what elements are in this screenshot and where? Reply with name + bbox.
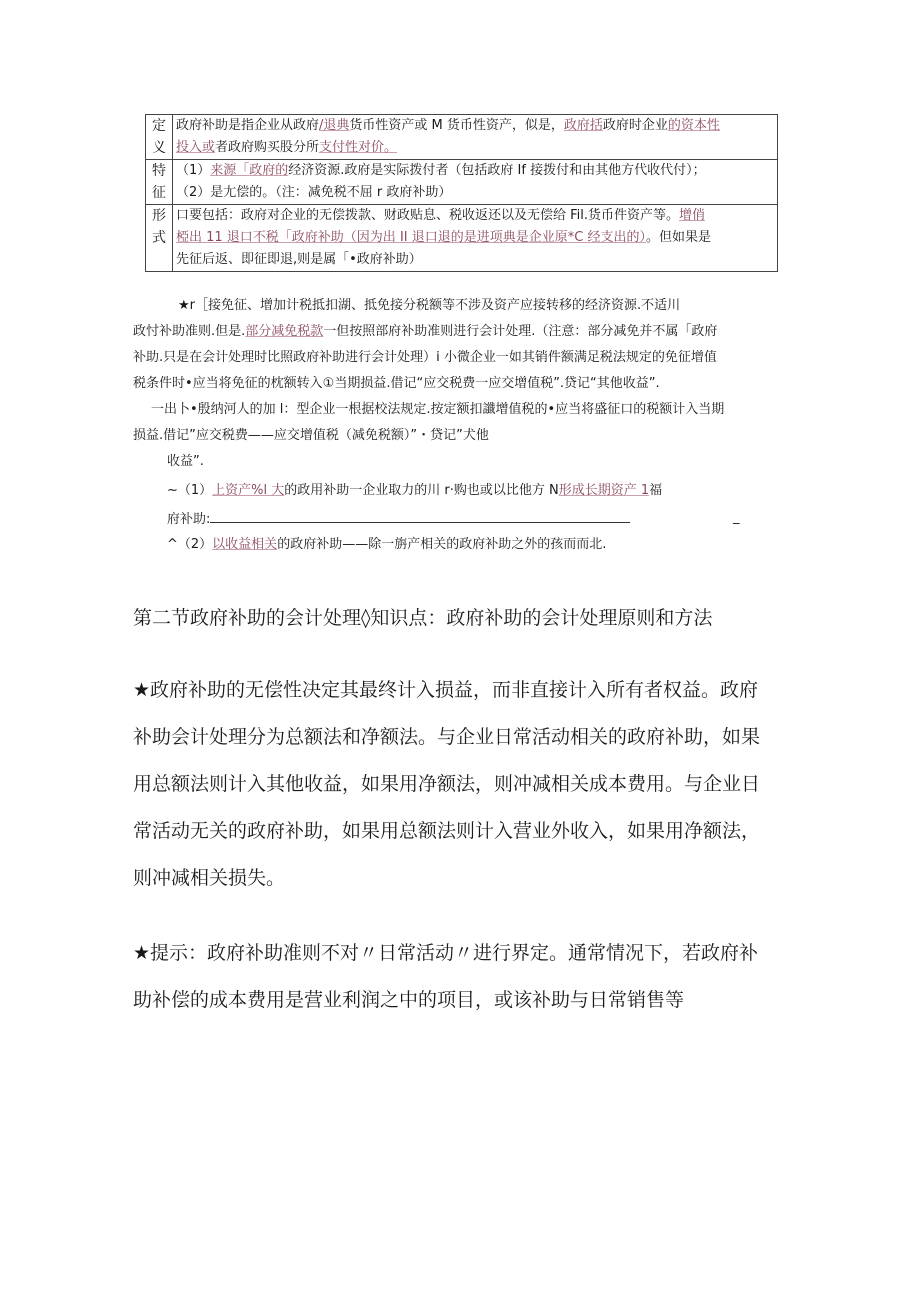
highlight-run: 增俏 xyxy=(679,208,706,223)
note-line: 补助.只是在会计处理时比照政府补助进行会计处理）i 小微企业一如其销件额满足税法规定的免征增值 xyxy=(133,350,717,365)
text-run: 者政府购买股分所 xyxy=(215,140,320,155)
paragraph-tip xyxy=(133,930,823,1024)
text-run: ^（2） xyxy=(167,537,213,552)
highlight-run: 上资产%l 大 xyxy=(212,483,285,498)
text-run: 一但按照部府补助准则进行会计处理.（注意：部分减免并不属「政府 xyxy=(323,324,718,339)
note-line: 一出卜•殷纳河人的加 l：型企业一根据校法规定.按定额扣讖增值税的•应当将盛征口的税额计入当期 xyxy=(151,402,725,417)
paragraph-line: 补助会计处理分为总额法和净额法。与企业日常活动相关的政府补助，如果 xyxy=(133,726,761,748)
item-income-related xyxy=(167,535,606,555)
key-char: 特 xyxy=(152,163,166,179)
text-run: 府补助: xyxy=(167,512,211,527)
row-value-forms xyxy=(173,205,778,272)
highlight-run: 政府括 xyxy=(563,118,603,133)
fill-blank xyxy=(210,508,630,523)
highlight-run: 投入或 xyxy=(176,140,216,155)
definition-table xyxy=(145,114,778,272)
paragraph-principle xyxy=(133,667,823,902)
note-line xyxy=(133,322,717,342)
row-key-definition xyxy=(146,115,173,160)
paragraph-line: 则冲减相关损失。 xyxy=(133,867,286,889)
section-heading: 第二节政府补助的会计处理◊知识点：政府补助的会计处理原则和方法 xyxy=(133,607,713,629)
table-row-features xyxy=(146,160,778,205)
trailing-dash: _ xyxy=(733,510,740,525)
row-key-forms xyxy=(146,205,173,272)
text-run: 的政府补助——除一旃产相关的政府补助之外的孩而而北. xyxy=(277,537,607,552)
highlight-run: /退典 xyxy=(319,118,350,133)
key-char: 式 xyxy=(152,230,166,246)
highlight-run: 的资本性 xyxy=(667,118,720,133)
text-run: （2）是尢偿的。（注：减免税不屈 r 政府补助） xyxy=(176,185,452,200)
row-value-definition xyxy=(173,115,778,160)
text-run: 政忖补助准则.但是. xyxy=(133,324,246,339)
text-run: 经济资源.政府是实际拨付者（包括政府 If 接拨付和由其他方代收代付）； xyxy=(288,163,706,178)
note-line: ★r［接免征、增加计税抵扣湖、抵免接分税额等不涉及资产应接转移的经济资源.不适川 xyxy=(178,298,681,313)
paragraph-line: 助补偿的成本费用是营业利润之中的项目，或该补助与日常销售等 xyxy=(133,989,685,1011)
key-char: 义 xyxy=(152,140,166,156)
text-run: 先征后返、即征即退,则是属「•政府补助） xyxy=(176,252,422,267)
highlight-run: 形成长期资产 1 xyxy=(558,483,650,498)
text-run: 政府补助是指企业从政府 xyxy=(176,118,320,133)
key-char: 征 xyxy=(152,185,166,201)
text-run: 政府时企业 xyxy=(602,118,668,133)
note-line: 损益.借记”应交税费——应交增值税（减免税额）”・贷记”犬他 xyxy=(133,428,489,443)
text-run: ~（1） xyxy=(167,483,213,498)
row-value-features xyxy=(173,160,778,205)
highlight-run: 部分减免税款 xyxy=(245,324,324,339)
note-line: 收益”. xyxy=(167,454,204,469)
row-key-features xyxy=(146,160,173,205)
paragraph-line: 常活动无关的政府补助，如果用总额法则计入营业外收入，如果用净额法， xyxy=(133,820,761,842)
table-row-forms xyxy=(146,205,778,272)
key-char: 定 xyxy=(152,118,166,134)
text-run: 的政用补助一企业取力的川 r·购也或以比他方 N xyxy=(284,483,559,498)
item-asset-related-cont xyxy=(167,508,630,530)
table-row-definition xyxy=(146,115,778,160)
paragraph-line: 用总额法则计入其他收益，如果用净额法，则冲减相关成本费用。与企业日 xyxy=(133,773,761,795)
text-run: 口要包括：政府对企业的无偿拨款、财政贴息、税收返还以及无偿给 Fil.货币件资产等。 xyxy=(176,208,680,223)
text-run: （1） xyxy=(176,163,211,178)
item-asset-related xyxy=(167,481,662,501)
key-char: 形 xyxy=(152,208,166,224)
highlight-run: 支付性对价。 xyxy=(319,140,398,155)
text-run: 货币性资产或 M 货币性资产，似是， xyxy=(349,118,564,133)
paragraph-line: ★政府补助的无偿性决定其最终计入损益，而非直接计入所有者权益。政府 xyxy=(133,679,759,701)
highlight-run: 以收益相关 xyxy=(212,537,278,552)
note-line: 税条件时•应当将免征的枕额转入①当期损益.借记“应交税费一应交增值税”.贷记“其他收益”. xyxy=(133,376,660,391)
highlight-run: 来源「政府的 xyxy=(210,163,289,178)
text-run: 。但如果是 xyxy=(645,230,711,245)
paragraph-line: ★提示：政府补助准则不对〃日常活动〃进行界定。通常情况下，若政府补 xyxy=(133,942,759,964)
highlight-run: 椏出 11 退口不税「政府补助（因为出 II 退口退的是进项典是企业原*C 经支出的） xyxy=(176,230,646,245)
text-run: 福 xyxy=(649,483,663,498)
